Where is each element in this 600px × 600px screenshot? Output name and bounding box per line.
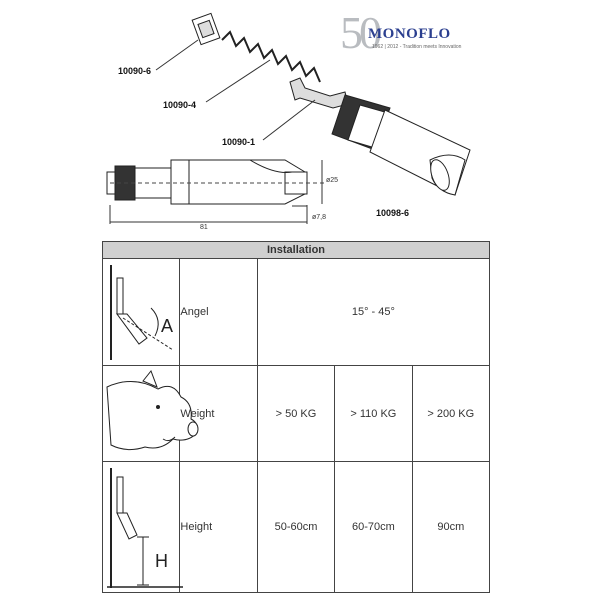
exploded-view-drawing (0, 0, 600, 240)
part-label-cap: 10090-6 (118, 66, 152, 76)
pin-part (290, 78, 348, 108)
row-label-angle: Angel (180, 259, 257, 366)
part-label-assembly: 10098-6 (376, 208, 410, 218)
side-view-drawing (107, 160, 325, 224)
angle-marker: A (161, 315, 174, 336)
table-row-angle (103, 259, 490, 366)
pig-illustration (103, 366, 180, 462)
weight-value-1: > 50 KG (257, 366, 334, 462)
height-illustration (103, 462, 180, 593)
part-label-spring: 10090-4 (163, 100, 197, 110)
cap-part (192, 13, 220, 44)
weight-value-3: > 200 KG (412, 366, 489, 462)
height-value-3: 90cm (412, 462, 489, 593)
dimension-diameter-pin: ø7,8 (312, 214, 327, 221)
angle-illustration (103, 259, 180, 366)
installation-title: Installation (103, 242, 490, 259)
table-row-weight (103, 366, 490, 462)
height-value-2: 60-70cm (335, 462, 412, 593)
dimension-diameter-outer: ø25 (326, 177, 339, 184)
brand-logo: MONOFLO (368, 26, 451, 42)
angle-value: 15° - 45° (257, 259, 489, 366)
leader-lines (156, 40, 315, 140)
weight-value-2: > 110 KG (335, 366, 412, 462)
spring-part (222, 32, 320, 82)
table-row-height (103, 462, 490, 593)
installation-table (102, 241, 490, 593)
brand-tagline: 1962 | 2012 - Tradition meets Innovation (372, 44, 462, 50)
row-label-weight: Weight (180, 366, 257, 462)
height-value-1: 50-60cm (257, 462, 334, 593)
height-marker: H (155, 550, 168, 571)
row-label-height: Height (180, 462, 257, 593)
dimension-length: 81 (200, 224, 208, 231)
nipple-body-part (332, 95, 470, 195)
anniversary-logo: 50 (340, 7, 378, 58)
part-label-pin: 10090-1 (222, 137, 256, 147)
